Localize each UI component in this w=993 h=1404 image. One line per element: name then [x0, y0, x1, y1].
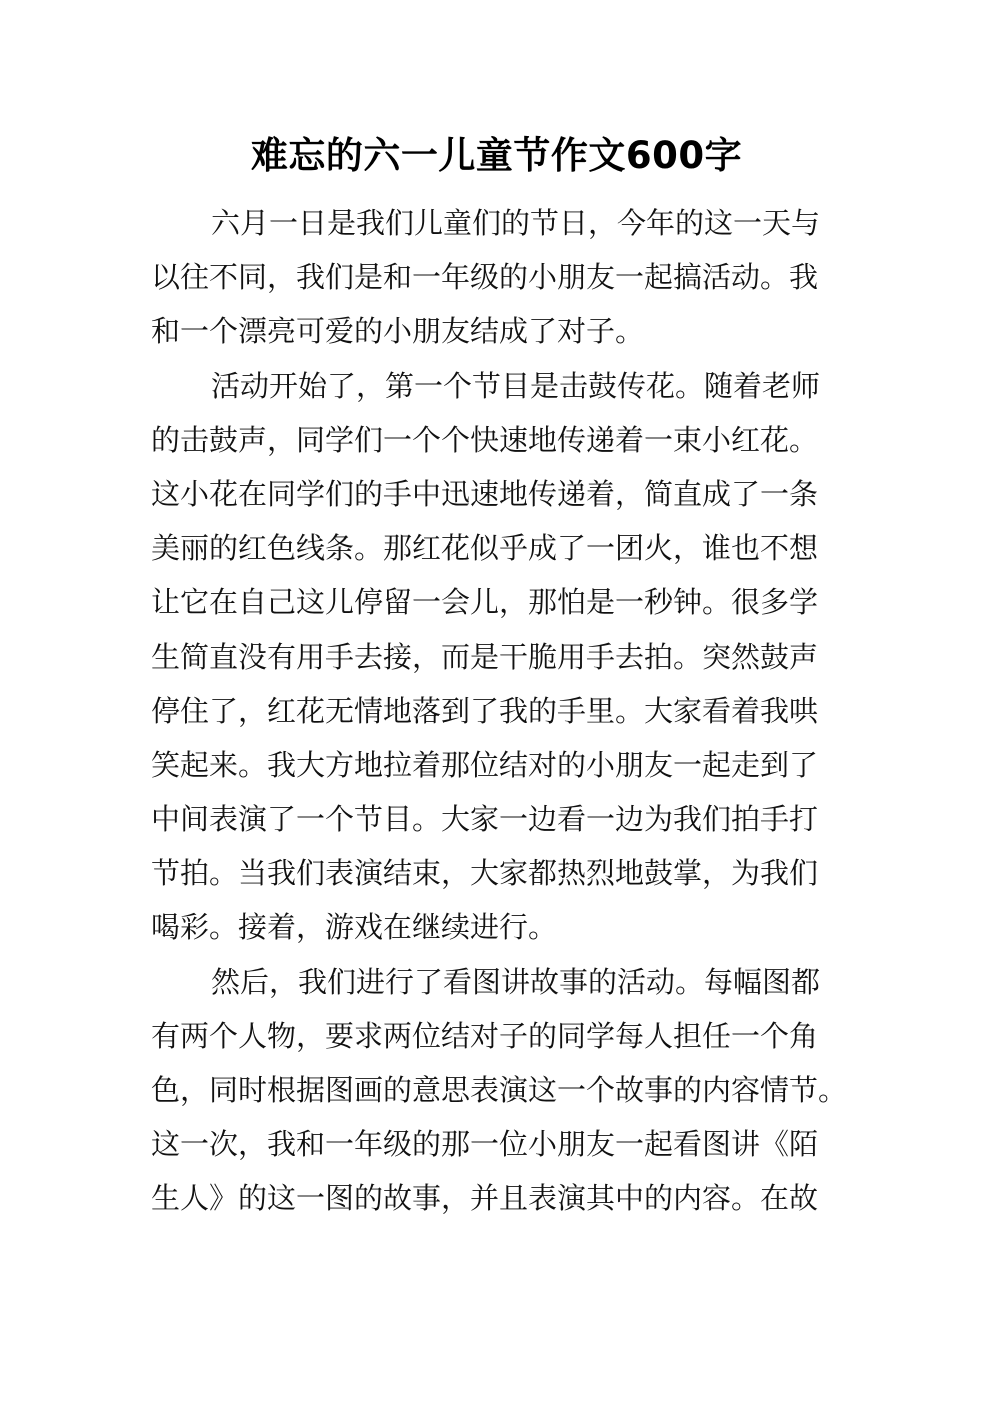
paragraph-2-line-8: 笑起来。我大方地拉着那位结对的小朋友一起走到了 — [151, 747, 819, 782]
paragraph-1-line-3: 和一个漂亮可爱的小朋友结成了对子。 — [151, 314, 645, 349]
paragraph-2-line-7: 停住了，红花无情地落到了我的手里。大家看着我哄 — [151, 693, 819, 728]
paragraph-2-line-9: 中间表演了一个节目。大家一边看一边为我们拍手打 — [151, 802, 819, 837]
paragraph-3-line-4: 这一次，我和一年级的那一位小朋友一起看图讲《陌 — [151, 1127, 819, 1162]
paragraph-3-line-2: 有两个人物，要求两位结对子的同学每人担任一个角 — [151, 1018, 819, 1053]
paragraph-3-line-5: 生人》的这一图的故事，并且表演其中的内容。在故 — [151, 1181, 819, 1216]
paragraph-2-line-6: 生简直没有用手去接，而是干脆用手去拍。突然鼓声 — [151, 639, 819, 674]
article-body — [151, 196, 871, 1226]
paragraph-1-line-1: 六月一日是我们儿童们的节日，今年的这一天与 — [211, 206, 821, 240]
paragraph-2-line-2: 的击鼓声，同学们一个个快速地传递着一束小红花。 — [151, 422, 819, 457]
paragraph-2-line-5: 让它在自己这儿停留一会儿，那怕是一秒钟。很多学 — [151, 585, 819, 620]
paragraph-2-line-10: 节拍。当我们表演结束，大家都热烈地鼓掌，为我们 — [151, 856, 819, 891]
document-title: 难忘的六一儿童节作文600字 — [250, 134, 743, 177]
paragraph-3-line-3: 色，同时根据图画的意思表演这一个故事的内容情节。 — [151, 1073, 848, 1107]
paragraph-2-line-4: 美丽的红色线条。那红花似乎成了一团火，谁也不想 — [151, 531, 819, 566]
paragraph-2-line-1: 活动开始了，第一个节目是击鼓传花。随着老师 — [211, 368, 821, 403]
paragraph-2-line-3: 这小花在同学们的手中迅速地传递着，简直成了一条 — [151, 476, 819, 511]
paragraph-1-line-2: 以往不同，我们是和一年级的小朋友一起搞活动。我 — [151, 260, 819, 295]
paragraph-3-line-1: 然后，我们进行了看图讲故事的活动。每幅图都 — [211, 964, 821, 999]
paragraph-2-line-11: 喝彩。接着，游戏在继续进行。 — [151, 910, 558, 945]
